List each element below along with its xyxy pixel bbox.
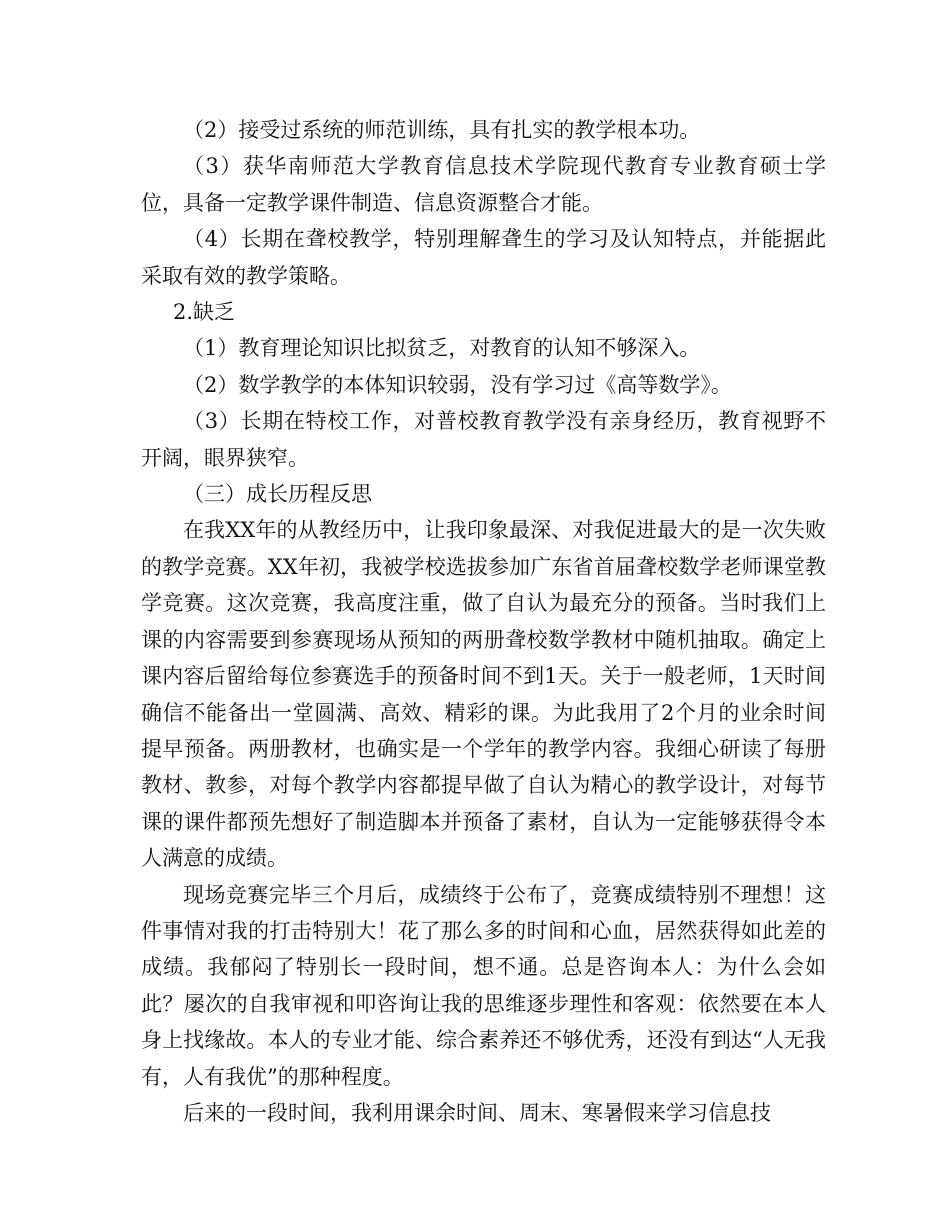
shortcoming-item-1: （1）教育理论知识比拟贫乏，对教育的认知不够深入。 bbox=[183, 336, 701, 361]
body-paragraph-learning: 后来的一段时间，我利用课余时间、周末、寒暑假来学习信息技 bbox=[183, 1100, 771, 1125]
shortcoming-item-3: （3）长期在特校工作，对普校教育教学没有亲身经历，教育视野不开阔，眼界狭窄。 bbox=[141, 409, 826, 470]
section-heading-growth-reflection: （三）成长历程反思 bbox=[183, 482, 372, 507]
shortcoming-item-2: （2）数学教学的本体知识较弱，没有学习过《高等数学》。 bbox=[183, 372, 732, 397]
body-paragraph-competition: 在我XX年的从教经历中，让我印象最深、对我促进最大的是一次失败的教学竞赛。XX年初，我被学校选拔参加广东省首届聋校数学老师课堂教学竞赛。这次竞赛，我高度注重，做了自认为最充分的预备。当时我们上课的内容需要到参赛现场从预知的两册聋校数学教材中随机抽取。确定上课内容后留给每位参赛选手的预备时间不到1天。关于一般老师，1天时间确信不能备出一堂圆满、高效、精彩的课。为此我用了2个月的业余时间提早预备。两册教材，也确实是一个学年的教学内容。我细心研读了每册教材、教参，对每个教学内容都提早做了自认为精心的教学设计，对每节课的课件都预先想好了制造脚本并预备了素材，自认为一定能够获得令本人满意的成绩。 bbox=[141, 518, 826, 871]
body-paragraph-results: 现场竞赛完毕三个月后，成绩终于公布了，竞赛成绩特别不理想！这件事情对我的打击特别大！花了那么多的时间和心血，居然获得如此差的成绩。我郁闷了特别长一段时间，想不通。总是咨询本人：为什么会如此？屡次的自我审视和叩咨询让我的思维逐步理性和客观：依然要在本人身上找缘故。本人的专业才能、综合素养还不够优秀，还没有到达“人无我有，人有我优”的那种程度。 bbox=[141, 882, 826, 1089]
strength-item-2: （2）接受过系统的师范训练，具有扎实的教学根本功。 bbox=[183, 118, 701, 142]
strength-item-3: （3）获华南师范大学教育信息技术学院现代教育专业教育硕士学位，具备一定教学课件制造、信息资源整合才能。 bbox=[141, 154, 826, 215]
section-heading-shortcomings: 2.缺乏 bbox=[173, 300, 236, 325]
document-body bbox=[141, 112, 826, 1131]
strength-item-4: （4）长期在聋校教学，特别理解聋生的学习及认知特点，并能据此采取有效的教学策略。 bbox=[141, 227, 826, 288]
